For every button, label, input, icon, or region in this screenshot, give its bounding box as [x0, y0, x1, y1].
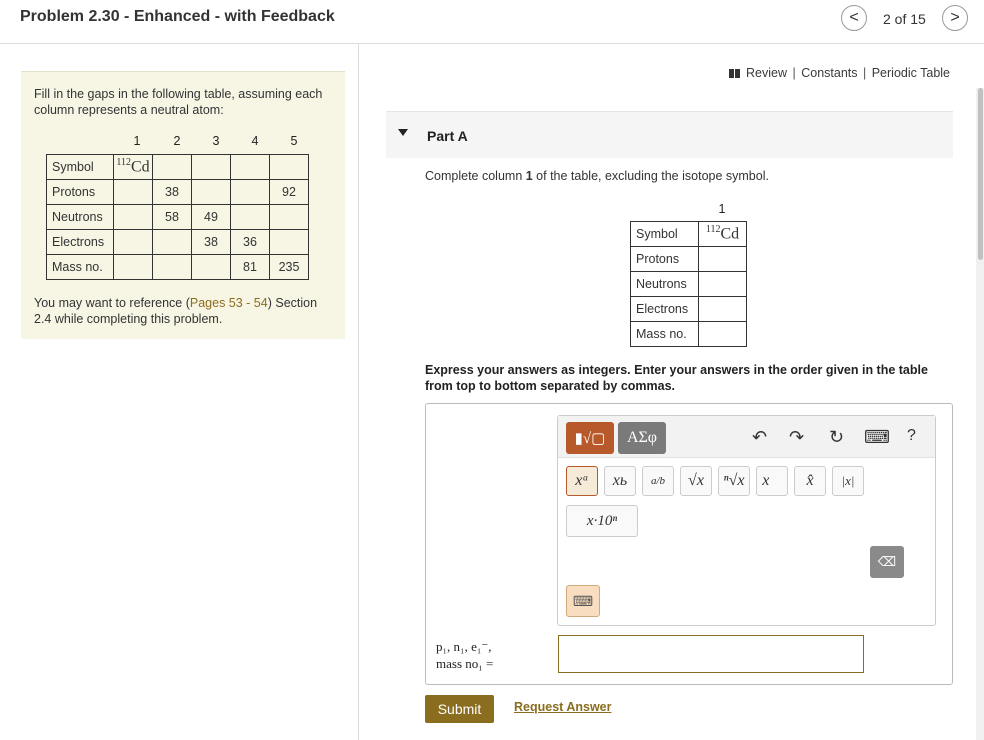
table-cell: 58: [153, 205, 192, 230]
atom-table: [46, 154, 309, 280]
table-cell: [192, 255, 231, 280]
isotope-symbol: [699, 222, 747, 247]
table-cell: 92: [270, 180, 309, 205]
table-cell: [114, 205, 153, 230]
keyboard-icon[interactable]: ⌨: [864, 427, 890, 447]
part-a-instruction: [425, 169, 769, 183]
request-answer-link[interactable]: Request Answer: [514, 700, 612, 714]
table-cell: [699, 272, 747, 297]
element-symbol: Cd: [720, 225, 740, 243]
table-cell: [153, 255, 192, 280]
table-row: [631, 222, 747, 247]
templates-button[interactable]: ▮√▢: [566, 422, 614, 454]
table-cell: [270, 205, 309, 230]
table-cell: [114, 180, 153, 205]
backspace-icon[interactable]: ⌫: [870, 546, 904, 578]
previous-problem-button[interactable]: [841, 5, 867, 31]
book-icon: [729, 69, 740, 78]
problem-intro-panel: [21, 71, 345, 339]
table-row: [47, 155, 309, 180]
table-cell: [699, 247, 747, 272]
sqrt-button[interactable]: √x: [680, 466, 712, 496]
table-row: [631, 272, 747, 297]
table-cell: 235: [270, 255, 309, 280]
problem-counter: 2 of 15: [883, 11, 926, 27]
table-row: [47, 255, 309, 280]
reference-suffix: ) Section 2.4 while completing this problem.: [34, 296, 318, 326]
column-header: 3: [212, 134, 220, 148]
table-cell: 38: [192, 230, 231, 255]
reset-icon[interactable]: ↻: [829, 427, 845, 447]
table-cell: [114, 230, 153, 255]
table-cell: [192, 180, 231, 205]
table-cell: [699, 322, 747, 347]
nth-root-button[interactable]: ⁿ√x: [718, 466, 750, 496]
table-row: [47, 205, 309, 230]
row-label: Mass no.: [631, 322, 699, 347]
row-label: Mass no.: [47, 255, 114, 280]
instruction-text: Complete column: [425, 169, 526, 183]
periodic-table-link[interactable]: Periodic Table: [871, 66, 951, 80]
column-1-table: [630, 221, 747, 347]
chevron-left-icon: <: [849, 9, 859, 26]
part-a-label: Part A: [427, 128, 468, 144]
reference-prefix: You may want to reference (: [34, 296, 190, 310]
answer-label-line2: mass no₁ =: [436, 656, 494, 671]
help-button[interactable]: ?: [907, 427, 916, 444]
table-cell: [153, 155, 192, 180]
table-cell: [270, 230, 309, 255]
resource-links: [729, 66, 950, 80]
subscript-button[interactable]: xь: [604, 466, 636, 496]
chevron-right-icon: >: [950, 9, 960, 26]
intro-text: Fill in the gaps in the following table, assuming each column represents a neutral atom:: [34, 87, 323, 117]
vector-button[interactable]: x⃗: [756, 466, 788, 496]
isotope-symbol: [114, 155, 153, 180]
next-problem-button[interactable]: [942, 5, 968, 31]
mass-number: 112: [705, 224, 721, 236]
column-header: 5: [290, 134, 298, 148]
problem-title: Problem 2.30 - Enhanced - with Feedback: [20, 8, 335, 25]
answer-label-line1: p₁, n₁, e₁⁻,: [436, 639, 492, 654]
part-a-header[interactable]: [386, 111, 953, 158]
pages-link[interactable]: Pages 53 - 54: [189, 296, 268, 310]
submit-button[interactable]: Submit: [425, 695, 494, 723]
review-link[interactable]: Review: [746, 66, 787, 80]
table-cell: 49: [192, 205, 231, 230]
table-row: [47, 230, 309, 255]
instruction-text: of the table, excluding the isotope symbol.: [532, 169, 769, 183]
row-label: Neutrons: [47, 205, 114, 230]
mass-number: 112: [116, 157, 131, 169]
table-cell: 81: [231, 255, 270, 280]
greek-symbols-button[interactable]: ΑΣφ: [618, 422, 666, 454]
redo-icon[interactable]: ↷: [789, 427, 805, 447]
row-label: Neutrons: [631, 272, 699, 297]
column-header: 4: [251, 134, 259, 148]
row-label: Protons: [47, 180, 114, 205]
column-1-header: 1: [718, 202, 726, 216]
reference-note: [34, 295, 334, 327]
table-cell: [699, 297, 747, 322]
math-editor-toolbar: [557, 415, 936, 626]
answer-input[interactable]: [558, 635, 864, 673]
separator: |: [792, 66, 796, 80]
table-row: [631, 322, 747, 347]
caret-down-icon: [398, 129, 408, 136]
superscript-button[interactable]: xᵃ: [566, 466, 598, 496]
table-cell: [231, 155, 270, 180]
table-cell: 38: [153, 180, 192, 205]
constants-link[interactable]: Constants: [801, 66, 858, 80]
scientific-notation-button[interactable]: x·10ⁿ: [566, 505, 638, 537]
row-label: Electrons: [47, 230, 114, 255]
table-cell: [231, 180, 270, 205]
unit-vector-button[interactable]: x̂: [794, 466, 826, 496]
editor-topbar: [558, 416, 935, 458]
fraction-button[interactable]: a/b: [642, 466, 674, 496]
answer-format-instruction: Express your answers as integers. Enter your answers in the order given in the table from top to bottom separated by commas.: [425, 363, 928, 393]
column-header: 2: [173, 134, 181, 148]
table-cell: [153, 230, 192, 255]
table-cell: 36: [231, 230, 270, 255]
keyboard-toggle-icon[interactable]: ⌨: [566, 585, 600, 617]
table-cell: [192, 155, 231, 180]
header: [0, 0, 984, 44]
table-row: [631, 247, 747, 272]
table-cell: [270, 155, 309, 180]
row-label: Symbol: [47, 155, 114, 180]
scrollbar-thumb[interactable]: [978, 88, 983, 260]
panel-divider: [358, 44, 359, 740]
row-label: Electrons: [631, 297, 699, 322]
table-cell: [114, 255, 153, 280]
column-header: 1: [133, 134, 141, 148]
row-label: Protons: [631, 247, 699, 272]
instruction-column: 1: [525, 169, 533, 183]
undo-icon[interactable]: ↶: [752, 427, 768, 447]
table-row: [47, 180, 309, 205]
absolute-value-button[interactable]: |x|: [832, 466, 864, 496]
element-symbol: Cd: [130, 158, 150, 176]
answer-label: [436, 638, 493, 672]
separator: |: [862, 66, 867, 80]
table-cell: [231, 205, 270, 230]
row-label: Symbol: [631, 222, 699, 247]
table-row: [631, 297, 747, 322]
